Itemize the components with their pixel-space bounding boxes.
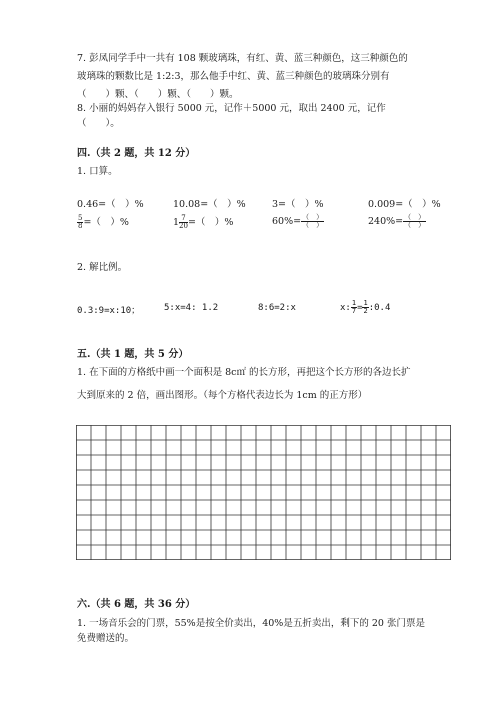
fraction: $\frac{5}{8}$ [78,214,83,230]
q8-line-1: 8. 小丽的妈妈存入银行 5000 元，记作＋5000 元，取出 2400 元，记作 [77,103,386,114]
q7-line-3: （ ）颗、（ ）颗、（ ）颗。 [77,89,239,100]
ratio-4: x: $\frac{1}{7}$ = $\frac{1}{2}$ :0.4 [340,299,391,315]
fraction: $\frac{1}{7}$ [351,299,357,315]
oral-calc-7: 60%= $\frac{( )}{( )}$ [272,213,324,229]
section-4-q1-label: 1. 口算。 [77,166,118,177]
oral-calc-5: $\frac{5}{8}$ =（ ）% [78,214,129,230]
section-6-q1-line-2: 免费赠送的。 [77,633,135,644]
section-4-q2-label: 2. 解比例。 [77,262,128,273]
ratio-2: 5:x=4: 1.2 [164,303,219,313]
section-5-q1-line-1: 1. 在下面的方格纸中画一个面积是 8c㎡ 的长方形，再把这个长方形的各边长扩 [77,367,411,378]
q7-line-1: 7. 彭凤同学手中一共有 108 颗玻璃珠，有红、黄、蓝三种颜色，这三种颜色的 [77,53,408,64]
fraction: $\frac{1}{2}$ [363,299,368,315]
section-4-title: 四.（共 2 题，共 12 分） [77,148,196,159]
section-5-title: 五.（共 1 题，共 5 分） [77,349,189,360]
ratio-1: 0.3:9=x:10； [77,306,141,316]
fraction: $\frac{( )}{( )}$ [404,213,426,229]
square-grid-paper [76,425,451,560]
section-5-q1-line-2: 大到原来的 2 倍，画出图形。（每个方格代表边长为 1cm 的正方形） [77,390,368,401]
oral-calc-1: 0.46=（ ）% [77,199,144,210]
section-6-q1-line-1: 1. 一场音乐会的门票，55%是按全价卖出，40%是五折卖出，剩下的 20 张门票是 [77,618,425,629]
fraction: $\frac{7}{20}$ [179,214,188,230]
oral-calc-6: 1 $\frac{7}{20}$ =（ ）% [173,214,234,230]
ratio-3: 8:6=2:x [258,303,296,313]
q7-line-2: 玻璃珠的颗数比是 1:2:3，那么他手中红、黄、蓝三种颜色的玻璃珠分别有 [77,71,390,82]
q8-line-2: （ ）。 [77,118,120,129]
oral-calc-2: 10.08=（ ）% [173,199,246,210]
section-6-title: 六.（共 6 题，共 36 分） [77,599,196,610]
oral-calc-3: 3=（ ）% [272,199,324,210]
fraction: $\frac{( )}{( )}$ [302,213,324,229]
oral-calc-8: 240%= $\frac{( )}{( )}$ [368,213,426,229]
oral-calc-4: 0.009=（ ）% [368,199,441,210]
